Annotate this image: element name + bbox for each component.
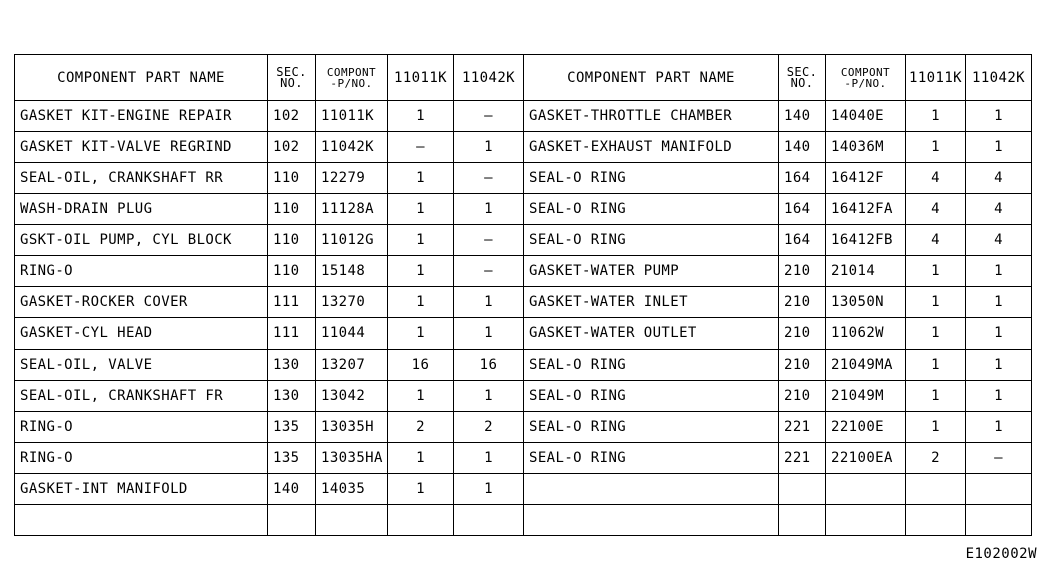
sec-no-cell: 164 xyxy=(779,163,826,194)
table-row xyxy=(524,504,1032,535)
qty-11011k-cell: 1 xyxy=(388,256,454,287)
table-row xyxy=(524,349,1032,380)
sec-no-cell: 210 xyxy=(779,318,826,349)
table-row xyxy=(15,318,524,349)
table-row xyxy=(524,256,1032,287)
sec-no-cell: 140 xyxy=(779,101,826,132)
part-no-cell: 13035HA xyxy=(316,442,388,473)
part-name-cell: GASKET KIT-ENGINE REPAIR xyxy=(15,101,268,132)
qty-11042k-cell: 1 xyxy=(966,101,1032,132)
qty-11042k-cell: 4 xyxy=(966,163,1032,194)
header-sec-no: SEC. NO. xyxy=(779,55,826,101)
sec-no-cell: 221 xyxy=(779,442,826,473)
table-row xyxy=(15,442,524,473)
part-name-cell: GASKET-CYL HEAD xyxy=(15,318,268,349)
part-no-cell: 14040E xyxy=(826,101,906,132)
table-row xyxy=(524,132,1032,163)
drawing-code: E102002W xyxy=(965,546,1037,562)
qty-11011k-cell: 1 xyxy=(388,287,454,318)
part-no-cell: 13042 xyxy=(316,380,388,411)
qty-11011k-cell: 4 xyxy=(906,225,966,256)
part-no-cell: 16412F xyxy=(826,163,906,194)
part-no-cell: 11044 xyxy=(316,318,388,349)
qty-11011k-cell xyxy=(906,504,966,535)
sec-no-cell xyxy=(779,504,826,535)
sec-no-cell: 111 xyxy=(268,287,316,318)
part-name-cell: GASKET-WATER OUTLET xyxy=(524,318,779,349)
sec-no-cell: 111 xyxy=(268,318,316,349)
qty-11042k-cell: 1 xyxy=(454,318,524,349)
qty-11042k-cell: 16 xyxy=(454,349,524,380)
table-row xyxy=(524,225,1032,256)
table-row xyxy=(15,194,524,225)
sec-no-cell: 130 xyxy=(268,349,316,380)
sec-no-cell: 135 xyxy=(268,442,316,473)
part-name-cell: GASKET-THROTTLE CHAMBER xyxy=(524,101,779,132)
part-name-cell: SEAL-OIL, CRANKSHAFT RR xyxy=(15,163,268,194)
qty-11042k-cell: 1 xyxy=(454,194,524,225)
header-sec-no: SEC. NO. xyxy=(268,55,316,101)
part-name-cell xyxy=(15,504,268,535)
qty-11042k-cell: – xyxy=(966,442,1032,473)
header-kit-11042k: 11042K xyxy=(454,55,524,101)
table-row xyxy=(15,132,524,163)
table-row xyxy=(15,163,524,194)
table-row xyxy=(15,504,524,535)
qty-11042k-cell xyxy=(966,473,1032,504)
qty-11011k-cell: 1 xyxy=(388,194,454,225)
table-row xyxy=(15,225,524,256)
qty-11011k-cell: 4 xyxy=(906,194,966,225)
qty-11042k-cell: 1 xyxy=(454,132,524,163)
part-no-cell: 14035 xyxy=(316,473,388,504)
part-name-cell: SEAL-O RING xyxy=(524,411,779,442)
part-name-cell xyxy=(524,504,779,535)
part-no-cell: 21014 xyxy=(826,256,906,287)
part-no-cell xyxy=(316,504,388,535)
sec-no-cell: 210 xyxy=(779,256,826,287)
part-no-cell: 13207 xyxy=(316,349,388,380)
qty-11042k-cell: 1 xyxy=(966,349,1032,380)
part-name-cell: GASKET-WATER PUMP xyxy=(524,256,779,287)
table-header-row xyxy=(15,55,524,101)
parts-chart xyxy=(14,54,1031,536)
header-component-name: COMPONENT PART NAME xyxy=(15,55,268,101)
part-name-cell: RING-O xyxy=(15,411,268,442)
qty-11042k-cell: – xyxy=(454,256,524,287)
qty-11042k-cell: 1 xyxy=(966,411,1032,442)
sec-no-cell: 130 xyxy=(268,380,316,411)
header-component-name: COMPONENT PART NAME xyxy=(524,55,779,101)
part-name-cell: SEAL-O RING xyxy=(524,225,779,256)
qty-11011k-cell: 1 xyxy=(906,411,966,442)
qty-11042k-cell: – xyxy=(454,225,524,256)
table-row xyxy=(15,473,524,504)
table-row xyxy=(15,349,524,380)
right-parts-table xyxy=(523,54,1032,536)
qty-11011k-cell: 1 xyxy=(906,318,966,349)
table-row xyxy=(15,411,524,442)
table-row xyxy=(15,256,524,287)
table-row xyxy=(15,380,524,411)
sec-no-cell: 221 xyxy=(779,411,826,442)
qty-11011k-cell: – xyxy=(388,132,454,163)
qty-11011k-cell: 1 xyxy=(906,101,966,132)
qty-11011k-cell: 1 xyxy=(388,442,454,473)
part-no-cell: 11128A xyxy=(316,194,388,225)
qty-11042k-cell xyxy=(454,504,524,535)
part-name-cell: GASKET-WATER INLET xyxy=(524,287,779,318)
part-name-cell: GASKET KIT-VALVE REGRIND xyxy=(15,132,268,163)
part-no-cell: 15148 xyxy=(316,256,388,287)
sec-no-cell: 110 xyxy=(268,225,316,256)
qty-11042k-cell: – xyxy=(454,163,524,194)
part-name-cell: GSKT-OIL PUMP, CYL BLOCK xyxy=(15,225,268,256)
part-no-cell xyxy=(826,473,906,504)
qty-11042k-cell: 1 xyxy=(966,132,1032,163)
part-name-cell: SEAL-O RING xyxy=(524,380,779,411)
part-no-cell: 12279 xyxy=(316,163,388,194)
part-no-cell: 11042K xyxy=(316,132,388,163)
table-row xyxy=(524,380,1032,411)
sec-no-cell: 110 xyxy=(268,163,316,194)
part-no-cell: 11011K xyxy=(316,101,388,132)
table-row xyxy=(15,101,524,132)
qty-11011k-cell: 1 xyxy=(388,473,454,504)
part-name-cell xyxy=(524,473,779,504)
part-no-cell: 16412FA xyxy=(826,194,906,225)
part-name-cell: RING-O xyxy=(15,442,268,473)
qty-11042k-cell xyxy=(966,504,1032,535)
part-no-cell: 13270 xyxy=(316,287,388,318)
qty-11042k-cell: 1 xyxy=(966,318,1032,349)
qty-11011k-cell xyxy=(906,473,966,504)
part-no-cell: 11012G xyxy=(316,225,388,256)
part-name-cell: GASKET-INT MANIFOLD xyxy=(15,473,268,504)
table-row xyxy=(524,194,1032,225)
qty-11042k-cell: 1 xyxy=(966,380,1032,411)
qty-11011k-cell: 16 xyxy=(388,349,454,380)
part-name-cell: WASH-DRAIN PLUG xyxy=(15,194,268,225)
header-part-no: COMPONT -P/NO. xyxy=(826,55,906,101)
part-name-cell: SEAL-OIL, CRANKSHAFT FR xyxy=(15,380,268,411)
left-table-body xyxy=(15,101,524,536)
table-header-row xyxy=(524,55,1032,101)
qty-11011k-cell: 1 xyxy=(906,380,966,411)
sec-no-cell: 135 xyxy=(268,411,316,442)
qty-11042k-cell: 4 xyxy=(966,194,1032,225)
part-no-cell: 11062W xyxy=(826,318,906,349)
sec-no-cell: 110 xyxy=(268,194,316,225)
part-no-cell: 21049MA xyxy=(826,349,906,380)
qty-11042k-cell: 4 xyxy=(966,225,1032,256)
sec-no-cell: 210 xyxy=(779,287,826,318)
qty-11011k-cell: 2 xyxy=(906,442,966,473)
sec-no-cell: 140 xyxy=(268,473,316,504)
header-kit-11011k: 11011K xyxy=(906,55,966,101)
sec-no-cell: 164 xyxy=(779,225,826,256)
table-row xyxy=(524,101,1032,132)
qty-11042k-cell: 1 xyxy=(454,473,524,504)
left-parts-table xyxy=(14,54,524,536)
part-no-cell: 21049M xyxy=(826,380,906,411)
qty-11042k-cell: 1 xyxy=(454,442,524,473)
qty-11042k-cell: 1 xyxy=(966,287,1032,318)
part-name-cell: SEAL-O RING xyxy=(524,163,779,194)
header-kit-11042k: 11042K xyxy=(966,55,1032,101)
qty-11042k-cell: 1 xyxy=(454,287,524,318)
qty-11011k-cell: 1 xyxy=(906,256,966,287)
part-name-cell: RING-O xyxy=(15,256,268,287)
part-name-cell: GASKET-EXHAUST MANIFOLD xyxy=(524,132,779,163)
header-part-no: COMPONT -P/NO. xyxy=(316,55,388,101)
part-no-cell: 22100EA xyxy=(826,442,906,473)
part-no-cell: 13035H xyxy=(316,411,388,442)
part-no-cell: 13050N xyxy=(826,287,906,318)
table-row xyxy=(15,287,524,318)
part-name-cell: SEAL-O RING xyxy=(524,349,779,380)
part-name-cell: SEAL-OIL, VALVE xyxy=(15,349,268,380)
qty-11011k-cell: 1 xyxy=(906,132,966,163)
qty-11011k-cell xyxy=(388,504,454,535)
part-name-cell: GASKET-ROCKER COVER xyxy=(15,287,268,318)
qty-11011k-cell: 1 xyxy=(388,225,454,256)
qty-11042k-cell: 1 xyxy=(966,256,1032,287)
qty-11042k-cell: 2 xyxy=(454,411,524,442)
qty-11042k-cell: 1 xyxy=(454,380,524,411)
header-kit-11011k: 11011K xyxy=(388,55,454,101)
sec-no-cell: 210 xyxy=(779,380,826,411)
qty-11011k-cell: 1 xyxy=(906,349,966,380)
qty-11011k-cell: 1 xyxy=(906,287,966,318)
sec-no-cell: 102 xyxy=(268,101,316,132)
sec-no-cell xyxy=(268,504,316,535)
qty-11011k-cell: 2 xyxy=(388,411,454,442)
table-row xyxy=(524,287,1032,318)
part-no-cell: 14036M xyxy=(826,132,906,163)
sec-no-cell: 102 xyxy=(268,132,316,163)
table-row xyxy=(524,411,1032,442)
qty-11011k-cell: 1 xyxy=(388,318,454,349)
sec-no-cell: 110 xyxy=(268,256,316,287)
part-name-cell: SEAL-O RING xyxy=(524,194,779,225)
table-row xyxy=(524,473,1032,504)
table-row xyxy=(524,318,1032,349)
sec-no-cell xyxy=(779,473,826,504)
qty-11011k-cell: 1 xyxy=(388,163,454,194)
part-no-cell: 16412FB xyxy=(826,225,906,256)
right-table-body xyxy=(524,101,1032,536)
qty-11011k-cell: 4 xyxy=(906,163,966,194)
qty-11042k-cell: – xyxy=(454,101,524,132)
sec-no-cell: 140 xyxy=(779,132,826,163)
part-name-cell: SEAL-O RING xyxy=(524,442,779,473)
sec-no-cell: 164 xyxy=(779,194,826,225)
sec-no-cell: 210 xyxy=(779,349,826,380)
qty-11011k-cell: 1 xyxy=(388,101,454,132)
part-no-cell: 22100E xyxy=(826,411,906,442)
qty-11011k-cell: 1 xyxy=(388,380,454,411)
table-row xyxy=(524,442,1032,473)
table-row xyxy=(524,163,1032,194)
part-no-cell xyxy=(826,504,906,535)
